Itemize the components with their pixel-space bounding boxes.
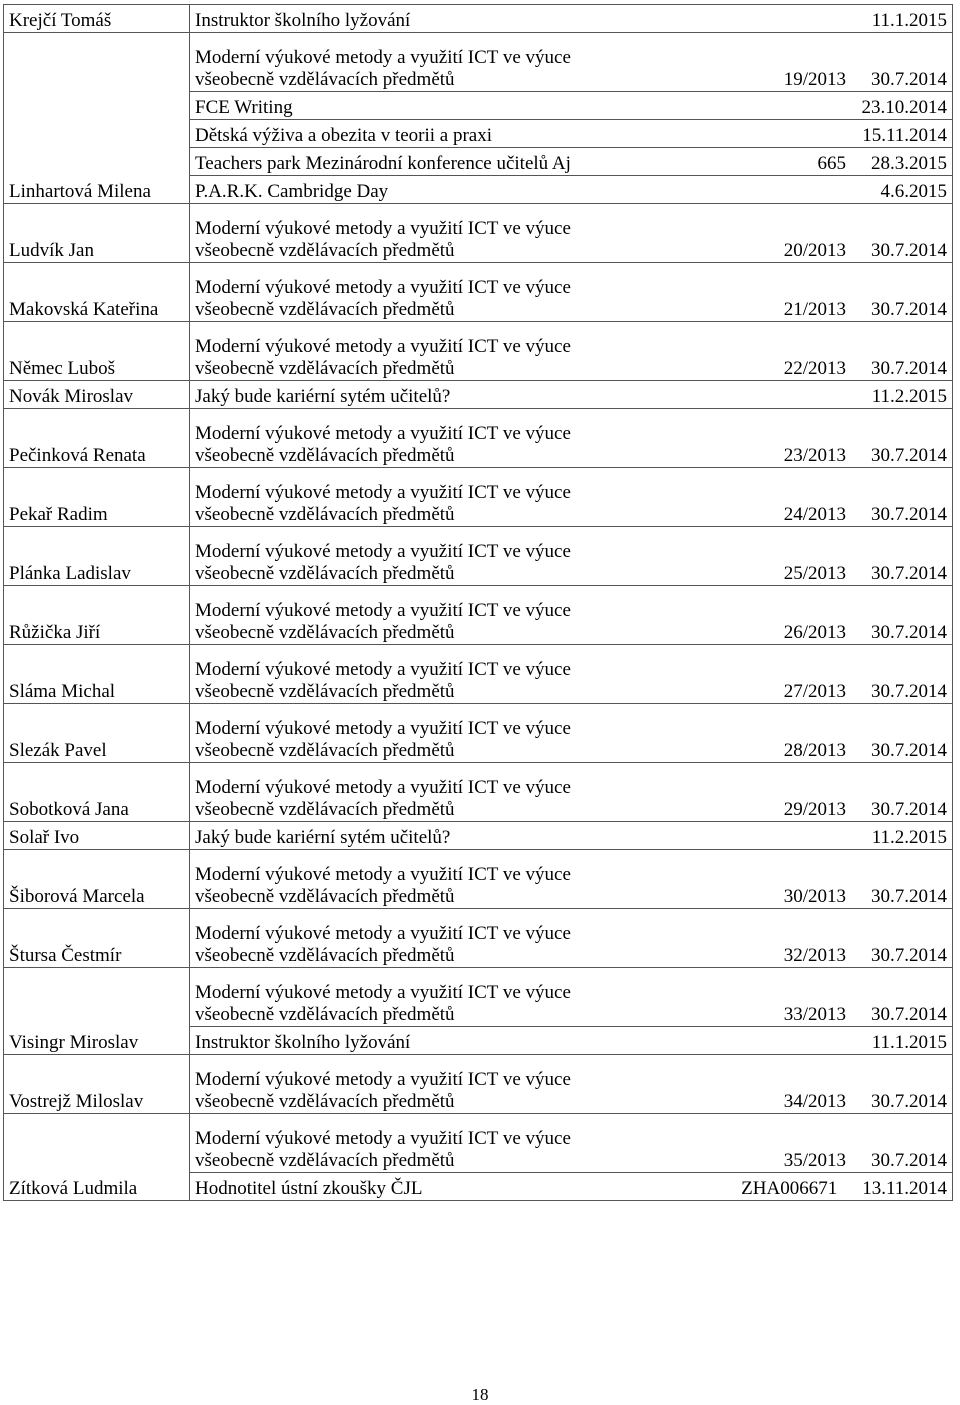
course-code: 33/2013	[783, 1004, 846, 1025]
table-row	[4, 381, 953, 409]
table-row	[4, 704, 953, 763]
table-row	[4, 468, 953, 527]
person-name: Sobotková Jana	[4, 763, 190, 822]
person-name: Linhartová Milena	[4, 33, 190, 204]
person-name: Makovská Kateřina	[4, 263, 190, 322]
roster-body	[4, 5, 953, 1201]
course-title: všeobecně vzdělávacích předmětů	[195, 1091, 455, 1112]
course-title-line: Moderní výukové metody a využití ICT ve výuce	[195, 218, 571, 239]
course-title-line: Moderní výukové metody a využití ICT ve výuce	[195, 777, 571, 798]
table-row	[4, 645, 953, 704]
course-cell	[190, 527, 953, 586]
course-cell	[190, 968, 953, 1027]
course-date: 30.7.2014	[871, 799, 947, 820]
course-cell	[190, 1055, 953, 1114]
course-title-line: Moderní výukové metody a využití ICT ve výuce	[195, 541, 571, 562]
table-row	[4, 263, 953, 322]
person-name: Krejčí Tomáš	[4, 5, 190, 33]
course-date: 11.2.2015	[871, 386, 947, 407]
course-title: všeobecně vzdělávacích předmětů	[195, 445, 455, 466]
course-date: 30.7.2014	[871, 886, 947, 907]
course-cell	[190, 822, 953, 850]
course-line	[195, 740, 947, 762]
course-title: FCE Writing	[195, 97, 293, 118]
course-cell	[190, 322, 953, 381]
course-cell	[190, 586, 953, 645]
course-code: 35/2013	[783, 1150, 846, 1171]
table-row	[4, 322, 953, 381]
person-name: Ludvík Jan	[4, 204, 190, 263]
course-line	[195, 10, 947, 32]
course-cell	[190, 645, 953, 704]
person-name: Pekař Radim	[4, 468, 190, 527]
course-date: 30.7.2014	[871, 358, 947, 379]
course-title: Dětská výživa a obezita v teorii a praxi	[195, 125, 493, 146]
course-cell	[190, 1173, 953, 1201]
course-title: všeobecně vzdělávacích předmětů	[195, 799, 455, 820]
course-code: 34/2013	[783, 1091, 846, 1112]
course-line	[195, 299, 947, 321]
course-cell	[190, 1027, 953, 1055]
course-title: Teachers park Mezinárodní konference učitelů Aj	[195, 153, 571, 174]
course-title: Jaký bude kariérní sytém učitelů?	[195, 827, 451, 848]
table-row	[4, 822, 953, 850]
course-cell	[190, 92, 953, 120]
course-title-line: Moderní výukové metody a využití ICT ve výuce	[195, 864, 571, 885]
course-date: 30.7.2014	[871, 1091, 947, 1112]
course-code: 20/2013	[783, 240, 846, 261]
person-name: Solař Ivo	[4, 822, 190, 850]
course-line	[195, 97, 947, 119]
course-line	[195, 504, 947, 526]
course-line	[195, 240, 947, 262]
course-date: 30.7.2014	[871, 240, 947, 261]
course-title: všeobecně vzdělávacích předmětů	[195, 299, 455, 320]
course-title: všeobecně vzdělávacích předmětů	[195, 886, 455, 907]
table-row	[4, 968, 953, 1027]
course-code: 32/2013	[783, 945, 846, 966]
course-line	[195, 1091, 947, 1113]
course-cell	[190, 176, 953, 204]
course-title: Instruktor školního lyžování	[195, 10, 411, 31]
course-code: 27/2013	[783, 681, 846, 702]
person-name: Slezák Pavel	[4, 704, 190, 763]
course-date: 11.2.2015	[871, 827, 947, 848]
course-line	[195, 358, 947, 380]
course-line	[195, 886, 947, 908]
course-line	[195, 69, 947, 91]
course-title: všeobecně vzdělávacích předmětů	[195, 740, 455, 761]
course-cell	[190, 850, 953, 909]
course-title-line: Moderní výukové metody a využití ICT ve výuce	[195, 482, 571, 503]
person-name: Pečinková Renata	[4, 409, 190, 468]
course-title-line: Moderní výukové metody a využití ICT ve výuce	[195, 423, 571, 444]
person-name: Štursa Čestmír	[4, 909, 190, 968]
course-date: 11.1.2015	[871, 10, 947, 31]
course-line	[195, 1004, 947, 1026]
course-line	[195, 622, 947, 644]
course-title-line: Moderní výukové metody a využití ICT ve výuce	[195, 600, 571, 621]
course-title: všeobecně vzdělávacích předmětů	[195, 69, 455, 90]
course-title-line: Moderní výukové metody a využití ICT ve výuce	[195, 659, 571, 680]
course-title: P.A.R.K. Cambridge Day	[195, 181, 389, 202]
course-code: 29/2013	[783, 799, 846, 820]
course-line	[195, 827, 947, 849]
course-title: Jaký bude kariérní sytém učitelů?	[195, 386, 451, 407]
course-date: 30.7.2014	[871, 445, 947, 466]
person-name: Růžička Jiří	[4, 586, 190, 645]
course-title-line: Moderní výukové metody a využití ICT ve výuce	[195, 47, 571, 68]
course-code: 30/2013	[783, 886, 846, 907]
course-cell	[190, 704, 953, 763]
course-title-line: Moderní výukové metody a využití ICT ve výuce	[195, 1128, 571, 1149]
person-name: Zítková Ludmila	[4, 1114, 190, 1201]
person-name: Šiborová Marcela	[4, 850, 190, 909]
person-name: Visingr Miroslav	[4, 968, 190, 1055]
course-title: všeobecně vzdělávacích předmětů	[195, 1150, 455, 1171]
course-title-line: Moderní výukové metody a využití ICT ve výuce	[195, 336, 571, 357]
course-title: všeobecně vzdělávacích předmětů	[195, 1004, 455, 1025]
person-name: Novák Miroslav	[4, 381, 190, 409]
course-code: 28/2013	[783, 740, 846, 761]
course-title-line: Moderní výukové metody a využití ICT ve výuce	[195, 982, 571, 1003]
course-code: 23/2013	[783, 445, 846, 466]
course-date: 30.7.2014	[871, 740, 947, 761]
course-date: 30.7.2014	[871, 563, 947, 584]
course-title: všeobecně vzdělávacích předmětů	[195, 240, 455, 261]
course-code: 665	[817, 153, 846, 174]
table-row	[4, 850, 953, 909]
course-date: 30.7.2014	[871, 681, 947, 702]
course-date: 4.6.2015	[880, 181, 947, 202]
course-title: Instruktor školního lyžování	[195, 1032, 411, 1053]
course-date: 13.11.2014	[862, 1178, 947, 1199]
course-title-line: Moderní výukové metody a využití ICT ve výuce	[195, 1069, 571, 1090]
course-code: ZHA006671	[741, 1178, 838, 1199]
course-date: 30.7.2014	[871, 945, 947, 966]
course-line	[195, 1178, 947, 1200]
course-cell	[190, 909, 953, 968]
course-line	[195, 445, 947, 467]
course-line	[195, 681, 947, 703]
course-date: 30.7.2014	[871, 69, 947, 90]
course-date: 30.7.2014	[871, 504, 947, 525]
course-code: 24/2013	[783, 504, 846, 525]
course-line	[195, 1150, 947, 1172]
course-title-line: Moderní výukové metody a využití ICT ve výuce	[195, 718, 571, 739]
course-title: všeobecně vzdělávacích předmětů	[195, 945, 455, 966]
person-name: Vostrejž Miloslav	[4, 1055, 190, 1114]
course-title-line: Moderní výukové metody a využití ICT ve výuce	[195, 277, 571, 298]
course-date: 30.7.2014	[871, 1004, 947, 1025]
course-date: 28.3.2015	[871, 153, 947, 174]
course-code: 19/2013	[783, 69, 846, 90]
table-row	[4, 763, 953, 822]
course-line	[195, 563, 947, 585]
course-line	[195, 125, 947, 147]
table-row	[4, 586, 953, 645]
table-row	[4, 909, 953, 968]
table-row	[4, 409, 953, 468]
course-date: 30.7.2014	[871, 622, 947, 643]
table-row	[4, 1055, 953, 1114]
course-cell	[190, 468, 953, 527]
course-code: 26/2013	[783, 622, 846, 643]
course-line	[195, 153, 947, 175]
course-line	[195, 799, 947, 821]
course-code: 22/2013	[783, 358, 846, 379]
table-row	[4, 204, 953, 263]
course-cell	[190, 1114, 953, 1173]
course-cell	[190, 148, 953, 176]
course-date: 15.11.2014	[862, 125, 947, 146]
course-title: všeobecně vzdělávacích předmětů	[195, 563, 455, 584]
course-cell	[190, 763, 953, 822]
course-cell	[190, 204, 953, 263]
person-name: Němec Luboš	[4, 322, 190, 381]
course-date: 23.10.2014	[861, 97, 947, 118]
course-cell	[190, 5, 953, 33]
course-line	[195, 386, 947, 408]
course-roster-table	[3, 4, 953, 1201]
person-name: Plánka Ladislav	[4, 527, 190, 586]
person-name: Sláma Michal	[4, 645, 190, 704]
course-line	[195, 1032, 947, 1054]
course-title-line: Moderní výukové metody a využití ICT ve výuce	[195, 923, 571, 944]
course-line	[195, 945, 947, 967]
course-code: 21/2013	[783, 299, 846, 320]
course-title: všeobecně vzdělávacích předmětů	[195, 622, 455, 643]
table-row	[4, 33, 953, 92]
course-title: všeobecně vzdělávacích předmětů	[195, 358, 455, 379]
course-date: 30.7.2014	[871, 1150, 947, 1171]
course-cell	[190, 33, 953, 92]
table-row	[4, 5, 953, 33]
course-cell	[190, 381, 953, 409]
course-code: 25/2013	[783, 563, 846, 584]
course-date: 11.1.2015	[871, 1032, 947, 1053]
page-number: 18	[471, 1385, 489, 1404]
course-title: všeobecně vzdělávacích předmětů	[195, 504, 455, 525]
course-cell	[190, 120, 953, 148]
course-line	[195, 181, 947, 203]
course-title: Hodnotitel ústní zkoušky ČJL	[195, 1178, 423, 1199]
table-row	[4, 1114, 953, 1173]
course-cell	[190, 409, 953, 468]
course-date: 30.7.2014	[871, 299, 947, 320]
table-row	[4, 527, 953, 586]
course-title: všeobecně vzdělávacích předmětů	[195, 681, 455, 702]
course-cell	[190, 263, 953, 322]
